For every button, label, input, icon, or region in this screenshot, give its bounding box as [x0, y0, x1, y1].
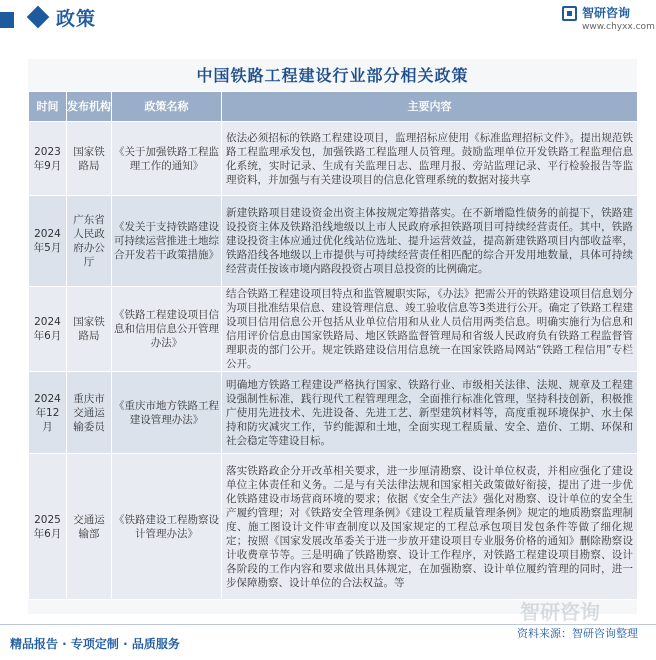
watermark: 智研咨询 — [520, 600, 600, 624]
row-content: 明确地方铁路工程建设严格执行国家、铁路行业、市级相关法律、法规、规章及工程建设强制性标准，践行现代工程管理理念，全面推行标准化管理，坚持科技创新，积极推广使用先进技术、先进设备、先进工艺、新型建筑材料等，高度重视环境保护、水土保持和防灾减灾工作，节约能源和土地，全面实现工程质量、安全、造价、工期、环保和社会稳定等建设目标。 — [222, 372, 638, 454]
table-row — [29, 372, 638, 454]
row-org: 交通运输部 — [67, 454, 112, 600]
row-policy-name: 《铁路建设工程勘察设计管理办法》 — [112, 454, 222, 600]
table-header-row — [29, 92, 638, 122]
table-row — [29, 287, 638, 372]
brand-url: www.chyxx.com — [582, 22, 655, 32]
table-row — [29, 454, 638, 600]
diamond-icon — [27, 6, 50, 29]
row-policy-name: 《发关于支持铁路建设可持续运营推进土地综合开发若干政策措施》 — [112, 196, 222, 287]
table-title: 中国铁路工程建设行业部分相关政策 — [196, 66, 469, 85]
row-policy-name: 《关于加强铁路工程监理工作的通知》 — [112, 122, 222, 196]
logo-icon — [562, 6, 577, 21]
policy-table — [28, 91, 638, 600]
header-bar-decoration — [0, 12, 14, 28]
row-content: 依法必须招标的铁路工程建设项目，监理招标应使用《标准监理招标文件》。提出规范铁路工程监理承发包，加强铁路工程监理人员管理。鼓励监理单位开发铁路工程监理信息化系统，实时记录、生成有关监理日志、监理月报、旁站监理记录、平行检验报告等监理资料，并加强与有关建设项目的信息化管理系统的数据对接共享 — [222, 122, 638, 196]
table-row — [29, 122, 638, 196]
row-time: 2024年6月 — [29, 287, 67, 372]
row-policy-name: 《铁路工程建设项目信息和信用信息公开管理办法》 — [112, 287, 222, 372]
row-content: 新建铁路项目建设资金出资主体按规定筹措落实。在不新增隐性债务的前提下，铁路建设投资主体及铁路沿线地级以上市人民政府承担铁路项目可持续经营责任。其中，铁路建设投资主体应通过优化线站位选址、提升运营效益，提高新建铁路项目内部收益率，铁路沿线各地级以上市提供与可持续经营责任相匹配的综合开发用地数量，具体可持续经营责任按该市境内路段投资占项目总投资的比例确定。 — [222, 196, 638, 287]
row-time: 2024年12月 — [29, 372, 67, 454]
column-header-org: 发布机构 — [67, 92, 112, 122]
row-time: 2025年6月 — [29, 454, 67, 600]
table-row — [29, 196, 638, 287]
page-footer — [0, 624, 656, 660]
row-content: 结合铁路工程建设项目特点和监管履职实际，《办法》把需公开的铁路建设项目信息划分为项目批准结果信息、建设管理信息、竣工验收信息等3类进行公开。确定了铁路工程建设项目信用信息公开包括从业单位信用和从业人员信用两类信息。明确实施行为信息和信用评价信息由国家铁路局、地区铁路监督管理局和省级人民政府负有铁路工程监督管理职责的部门公开。规定铁路建设信用信息统一在国家铁路局网站“铁路工程信用”专栏公开。 — [222, 287, 638, 372]
row-time: 2024年5月 — [29, 196, 67, 287]
source-note: 资料来源：智研咨询整理 — [517, 627, 638, 640]
row-org: 重庆市交通运输委员 — [67, 372, 112, 454]
row-policy-name: 《重庆市地方铁路工程建设管理办法》 — [112, 372, 222, 454]
row-content: 落实铁路政企分开改革相关要求，进一步厘清勘察、设计单位权责，并相应强化了建设单位主体责任和义务。二是与有关法律法规和国家相关政策做好衔接，提出了进一步优化铁路建设市场营商环境的要求；依据《安全生产法》强化对勘察、设计单位的安全生产履约管理；对《铁路安全管理条例》《建设工程质量管理条例》规定的地质勘察监理制度、施工图设计文件审查制度以及国家规定的工程总承包项目发包条件等做了细化规定；按照《国家发展改革委关于进一步放开建设项目专业服务价格的通知》删除勘察设计收费章节等。三是明确了铁路勘察、设计工作程序，对铁路工程建设项目勘察、设计各阶段的工作内容和要求做出具体规定，在加强勘察、设计单位履约管理的同时，进一步保障勘察、设计单位的合法权益。等 — [222, 454, 638, 600]
row-time: 2023年9月 — [29, 122, 67, 196]
footer-slogan: 精品报告 · 专项定制 · 品质服务 — [10, 637, 180, 651]
policy-panel — [28, 59, 637, 614]
row-org: 国家铁路局 — [67, 122, 112, 196]
column-header-name: 政策名称 — [112, 92, 222, 122]
column-header-content: 主要内容 — [222, 92, 638, 122]
column-header-time: 时间 — [29, 92, 67, 122]
row-org: 国家铁路局 — [67, 287, 112, 372]
page-header — [0, 0, 656, 38]
brand-name: 智研咨询 — [582, 6, 631, 20]
row-org: 广东省人民政府办公厅 — [67, 196, 112, 287]
section-title: 政策 — [56, 8, 97, 30]
